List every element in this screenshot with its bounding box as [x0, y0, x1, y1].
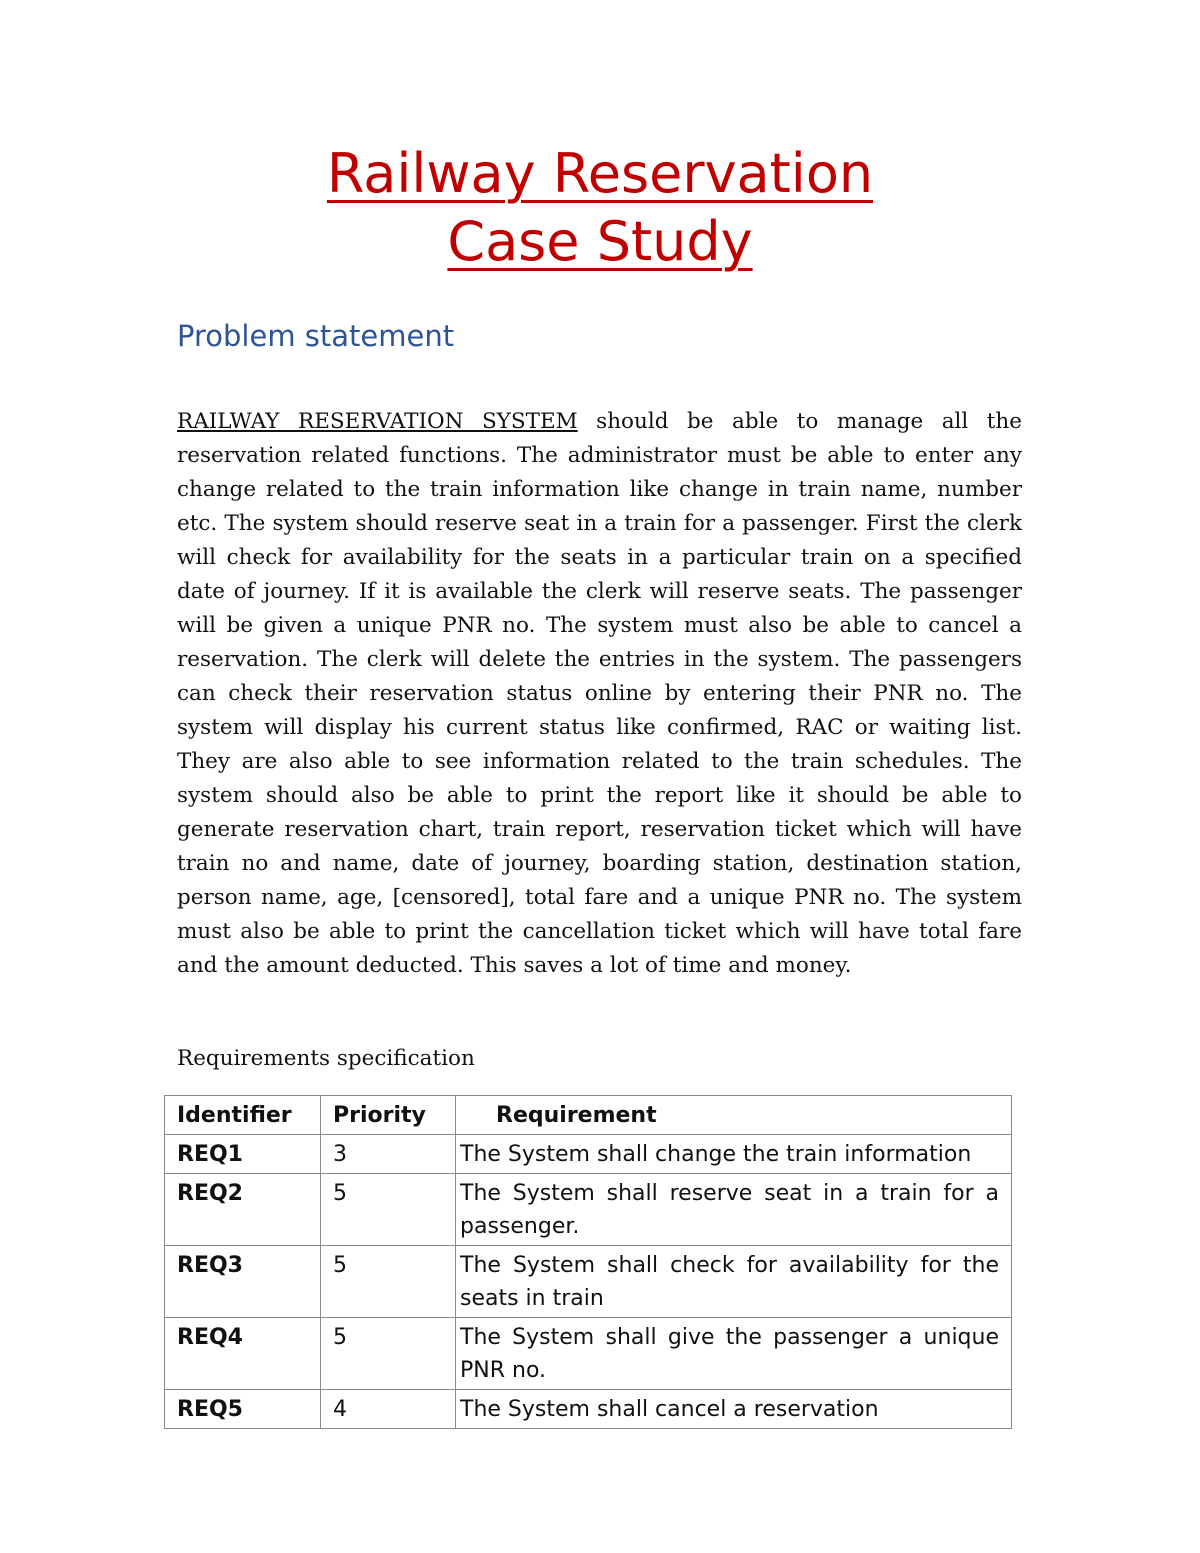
row-identifier: REQ3 — [165, 1246, 321, 1318]
table-row — [165, 1246, 1012, 1318]
row-requirement: The System shall cancel a reservation — [456, 1390, 1012, 1429]
requirements-heading: Requirements specification — [177, 1046, 475, 1071]
header-requirement: Requirement — [456, 1096, 1012, 1135]
problem-statement-heading: Problem statement — [177, 319, 455, 353]
row-identifier: REQ4 — [165, 1318, 321, 1390]
table-row — [165, 1135, 1012, 1174]
row-identifier: REQ2 — [165, 1174, 321, 1246]
row-priority: 5 — [321, 1174, 456, 1246]
row-priority: 5 — [321, 1318, 456, 1390]
requirements-table — [164, 1095, 1012, 1429]
row-priority: 3 — [321, 1135, 456, 1174]
title-line-2: Case Study — [447, 210, 753, 273]
table-header-row — [165, 1096, 1012, 1135]
problem-statement-paragraph — [177, 405, 1022, 983]
problem-statement-text: should be able to manage all the reservation related functions. The administrator must be able to enter any change related to the train information like change in train name, number etc. The system should reserve seat in a train for a passenger. First the clerk will check for availability for the seats in a particular train on a specified date of journey. If it is available the clerk will reserve seats. The passenger will be given a unique PNR no. The system must also be able to cancel a reservation. The clerk will delete the entries in the system. The passengers can check their reservation status online by entering their PNR no. The system will display his current status like confirmed, RAC or waiting list. They are also able to see information related to the train schedules. The system should also be able to print the report like it should be able to generate reservation chart, train report, reservation ticket which will have train no and name, date of journey, boarding station, destination station, person name, age, [censored], total fare and a unique PNR no. The system must also be able to print the cancellation ticket which will have total fare and the amount deducted. This saves a lot of time and money. — [177, 409, 1022, 978]
title-line-1: Railway Reservation — [326, 142, 874, 205]
header-priority: Priority — [321, 1096, 456, 1135]
row-identifier: REQ5 — [165, 1390, 321, 1429]
table-row — [165, 1390, 1012, 1429]
row-requirement: The System shall check for availability for the seats in train — [456, 1246, 1012, 1318]
table-row — [165, 1174, 1012, 1246]
row-identifier: REQ1 — [165, 1135, 321, 1174]
row-requirement: The System shall change the train information — [456, 1135, 1012, 1174]
row-requirement: The System shall give the passenger a unique PNR no. — [456, 1318, 1012, 1390]
row-requirement: The System shall reserve seat in a train for a passenger. — [456, 1174, 1012, 1246]
header-identifier: Identifier — [165, 1096, 321, 1135]
table-row — [165, 1318, 1012, 1390]
row-priority: 5 — [321, 1246, 456, 1318]
system-name: RAILWAY RESERVATION SYSTEM — [177, 409, 578, 434]
row-priority: 4 — [321, 1390, 456, 1429]
document-title — [0, 140, 1200, 276]
